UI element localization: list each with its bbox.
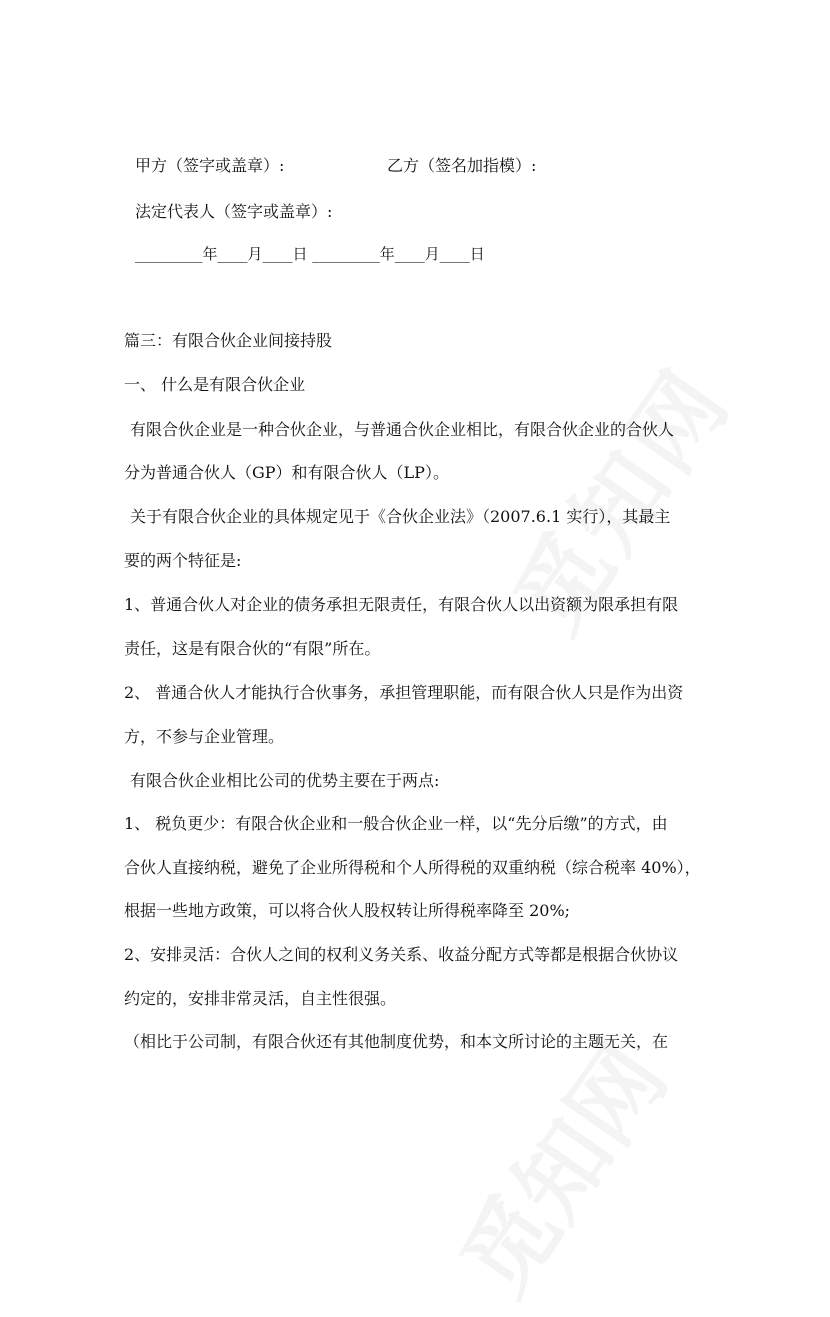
feature-item: 1、普通合伙人对企业的债务承担无限责任，有限合伙人以出资额为限承担有限 — [124, 595, 679, 614]
legal-representative-signature: 法定代表人（签字或盖章）: — [135, 202, 333, 221]
signature-dates: _________年____月____日 _________年____月____日 — [135, 245, 485, 263]
advantage-item: 根据一些地方政策，可以将合伙人股权转让所得税率降至 20%; — [124, 901, 571, 920]
party-b-signature: 乙方（签名加指模）: — [387, 156, 537, 175]
advantage-item: 约定的，安排非常灵活，自主性很强。 — [124, 989, 397, 1008]
article-heading: 篇三：有限合伙企业间接持股 — [124, 331, 333, 350]
feature-item: 责任，这是有限合伙的“有限”所在。 — [124, 639, 381, 658]
advantages-intro: 有限合伙企业相比公司的优势主要在于两点: — [130, 771, 440, 790]
paragraph-line: 要的两个特征是: — [124, 551, 242, 570]
paragraph-line: 分为普通合伙人（GP）和有限合伙人（LP）。 — [124, 463, 449, 482]
feature-item: 方，不参与企业管理。 — [124, 727, 285, 746]
advantage-item: 1、 税负更少：有限合伙企业和一般合伙企业一样，以“先分后缴”的方式，由 — [124, 814, 668, 833]
advantage-item: 合伙人直接纳税，避免了企业所得税和个人所得税的双重纳税（综合税率 40%）， — [124, 858, 701, 877]
paragraph-line: （相比于公司制，有限合伙还有其他制度优势，和本文所讨论的主题无关，在 — [124, 1032, 669, 1051]
watermark-lower — [425, 1015, 691, 1317]
section-title: 一、 什么是有限合伙企业 — [124, 375, 306, 394]
party-a-signature: 甲方（签字或盖章）: — [135, 156, 285, 175]
advantage-item: 2、安排灵活：合伙人之间的权利义务关系、收益分配方式等都是根据合伙协议 — [124, 945, 679, 964]
feature-item: 2、 普通合伙人才能执行合伙事务，承担管理职能，而有限合伙人只是作为出资 — [124, 683, 684, 702]
paragraph-line: 有限合伙企业是一种合伙企业，与普通合伙企业相比，有限合伙企业的合伙人 — [130, 420, 675, 439]
paragraph-line: 关于有限合伙企业的具体规定见于《合伙企业法》（2007.6.1 实行），其最主 — [130, 507, 671, 526]
